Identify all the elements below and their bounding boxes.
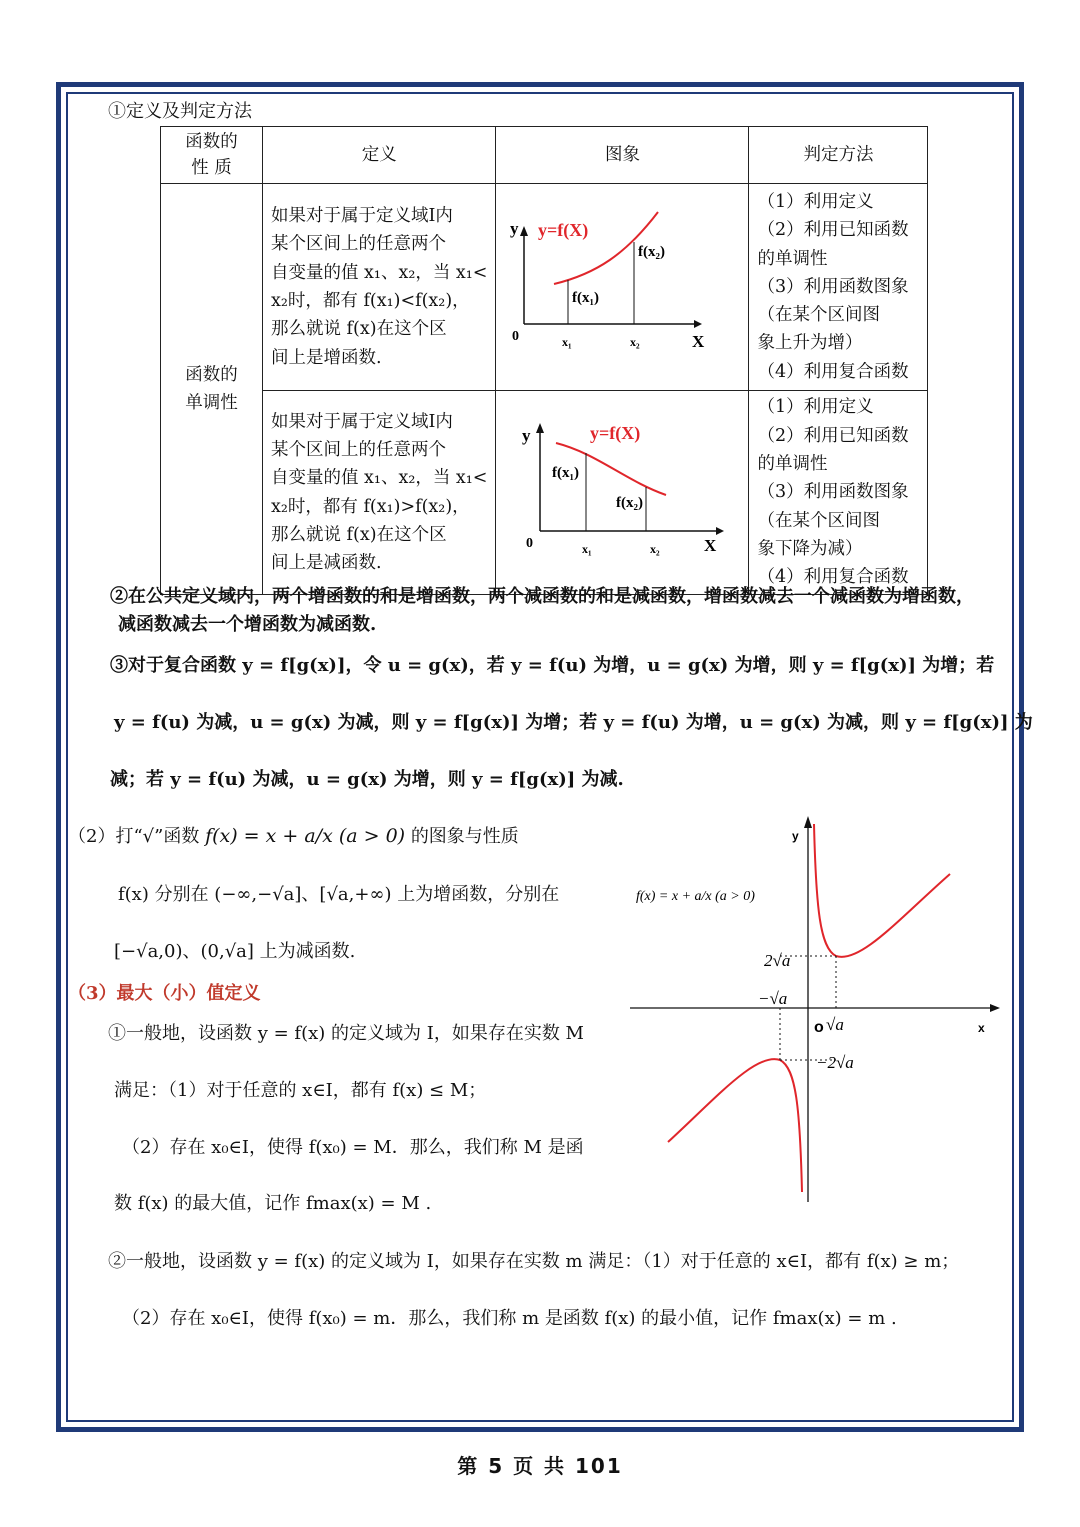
decreasing-method-line: （2）利用已知函数 [757, 425, 909, 446]
dec-x2-label: x₂ [650, 542, 661, 556]
decreasing-graph-svg [496, 391, 748, 589]
dec-x1-label: x₁ [582, 542, 593, 556]
inc-x-label: X [692, 332, 705, 351]
hook-tick-neg-2roota: −2√a [816, 1053, 854, 1072]
increasing-def-line: 某个区间上的任意两个 [271, 234, 446, 255]
header-method: 判定方法 [749, 127, 928, 184]
hook-origin-label: o [814, 1019, 824, 1036]
hook-function-graph [620, 808, 1020, 1208]
page-footer: 第 5 页 共 101 [457, 1454, 623, 1478]
decreasing-definition [263, 391, 496, 595]
increasing-method-line: 的单调性 [757, 248, 828, 269]
increasing-method-line: （4）利用复合函数 [757, 361, 909, 382]
hook-y-label: y [792, 829, 799, 843]
hook-intro-b: 的图象与性质 [410, 826, 519, 847]
section3-heading: （3）最大（小）值定义 [68, 983, 261, 1004]
increasing-method-line: 象上升为增） [757, 333, 863, 354]
para3-line2: y = f(u) 为减，u = g(x) 为减，则 y = f[g(x)] 为增；若 y = f(u) 为增，u = g(x) 为减，则 y = f[g(x)] 为 [114, 712, 1033, 733]
increasing-graph [496, 184, 749, 391]
hook-tick-roota: √a [826, 1015, 844, 1034]
dec-func-label: y=f(X) [590, 423, 641, 443]
section1-heading: ①定义及判定方法 [108, 101, 252, 122]
increasing-method [749, 184, 928, 391]
increasing-def-line: x₂时，都有 f(x₁)<f(x₂)， [271, 291, 470, 311]
increasing-method-line: （1）利用定义 [757, 191, 874, 212]
max-line4: 数 f(x) 的最大值，记作 fmax(x) = M . [114, 1193, 432, 1214]
decreasing-method-line: （3）利用函数图象 [757, 482, 909, 503]
decreasing-method-line: 象下降为减） [757, 538, 863, 559]
decreasing-method-line: （4）利用复合函数 [757, 567, 909, 588]
para3-line3: 减；若 y = f(u) 为减，u = g(x) 为增，则 y = f[g(x)] 为减. [110, 769, 624, 790]
property-cell: 函数的 单调性 [161, 184, 263, 595]
para2-line2: 减函数减去一个增函数为减函数. [118, 614, 377, 635]
decreasing-def-line: 如果对于属于定义域Ⅰ内 [271, 411, 453, 432]
increasing-graph-svg [496, 184, 748, 385]
hook-curve-left [668, 1059, 802, 1192]
increasing-def-line: 如果对于属于定义域Ⅰ内 [271, 206, 453, 227]
decreasing-graph [496, 391, 749, 595]
para2-line1: ②在公共定义域内，两个增函数的和是增函数，两个减函数的和是减函数，增函数减去一个减函数为增函数， [110, 586, 974, 607]
hook-graph-formula: f(x) = x + a/x (a > 0) [636, 889, 755, 904]
monotonicity-table [160, 126, 928, 595]
hook-curve-right [814, 824, 950, 957]
hook-intro-formula: f(x) = x + a/x (a > 0) [205, 825, 406, 847]
increasing-method-line: （在某个区间图 [757, 305, 880, 326]
header-graph: 图象 [496, 127, 749, 184]
decreasing-method [749, 391, 928, 595]
hook-line2: f(x) 分别在 (−∞,−√a]、[√a,+∞) 上为增函数，分别在 [118, 884, 560, 905]
inc-origin-label: 0 [512, 329, 520, 344]
header-property: 函数的 性 质 [161, 127, 263, 184]
increasing-method-line: （2）利用已知函数 [757, 220, 909, 241]
hook-line3: [−√a,0)、(0,√a] 上为减函数. [114, 941, 356, 962]
decreasing-def-line: 间上是减函数. [271, 553, 382, 574]
increasing-method-line: （3）利用函数图象 [757, 276, 909, 297]
inc-x2-label: x₂ [630, 335, 641, 349]
inc-func-label: y=f(X) [538, 220, 589, 240]
para3-line1: ③对于复合函数 y = f[g(x)]，令 u = g(x)，若 y = f(u) 为增，u = g(x) 为增，则 y = f[g(x)] 为增；若 [110, 655, 995, 676]
increasing-definition [263, 184, 496, 391]
increasing-def-line: 间上是增函数. [271, 347, 382, 368]
max-line2: 满足：（1）对于任意的 x∈I，都有 f(x) ≤ M； [114, 1080, 487, 1101]
inc-fx2-label: f(x₂) [638, 244, 666, 260]
decreasing-def-line: x₂时，都有 f(x₁)>f(x₂)， [271, 496, 470, 517]
decreasing-def-line: 某个区间上的任意两个 [271, 439, 446, 460]
hook-x-label: x [978, 1021, 985, 1035]
max-line3: （2）存在 x₀∈I，使得 f(x₀) = M．那么，我们称 M 是函 [122, 1137, 584, 1158]
increasing-def-line: 那么就说 f(x)在这个区 [271, 319, 447, 340]
decreasing-method-line: 的单调性 [757, 454, 828, 475]
min-line1: ②一般地，设函数 y = f(x) 的定义域为 I，如果存在实数 m 满足：（1）对于任意的 x∈I，都有 f(x) ≥ m； [108, 1251, 960, 1272]
inc-fx1-label: f(x₁) [572, 290, 600, 306]
header-definition: 定义 [263, 127, 496, 184]
decreasing-def-line: 自变量的值 x₁、x₂，当 x₁< [271, 468, 488, 489]
hook-tick-neg-roota: −√a [758, 989, 788, 1008]
decreasing-method-line: （在某个区间图 [757, 510, 880, 531]
hook-intro [68, 822, 519, 851]
hook-intro-a: （2）打“√”函数 [68, 826, 200, 847]
dec-y-label: y [522, 426, 531, 445]
decreasing-method-line: （1）利用定义 [757, 397, 874, 418]
dec-fx2-label: f(x₂) [616, 495, 644, 511]
decreasing-def-line: 那么就说 f(x)在这个区 [271, 524, 447, 545]
hook-tick-2roota: 2√a [764, 951, 791, 970]
dec-x-label: X [704, 536, 717, 555]
inc-y-label: y [510, 219, 519, 238]
dec-origin-label: 0 [526, 536, 534, 551]
max-line1: ①一般地，设函数 y = f(x) 的定义域为 I，如果存在实数 M [108, 1023, 584, 1044]
dec-fx1-label: f(x₁) [552, 465, 580, 481]
inc-x1-label: x₁ [562, 335, 573, 349]
increasing-def-line: 自变量的值 x₁、x₂，当 x₁< [271, 262, 488, 283]
min-line2: （2）存在 x₀∈I，使得 f(x₀) = m．那么，我们称 m 是函数 f(x) 的最小值，记作 fmax(x) = m . [122, 1308, 897, 1329]
